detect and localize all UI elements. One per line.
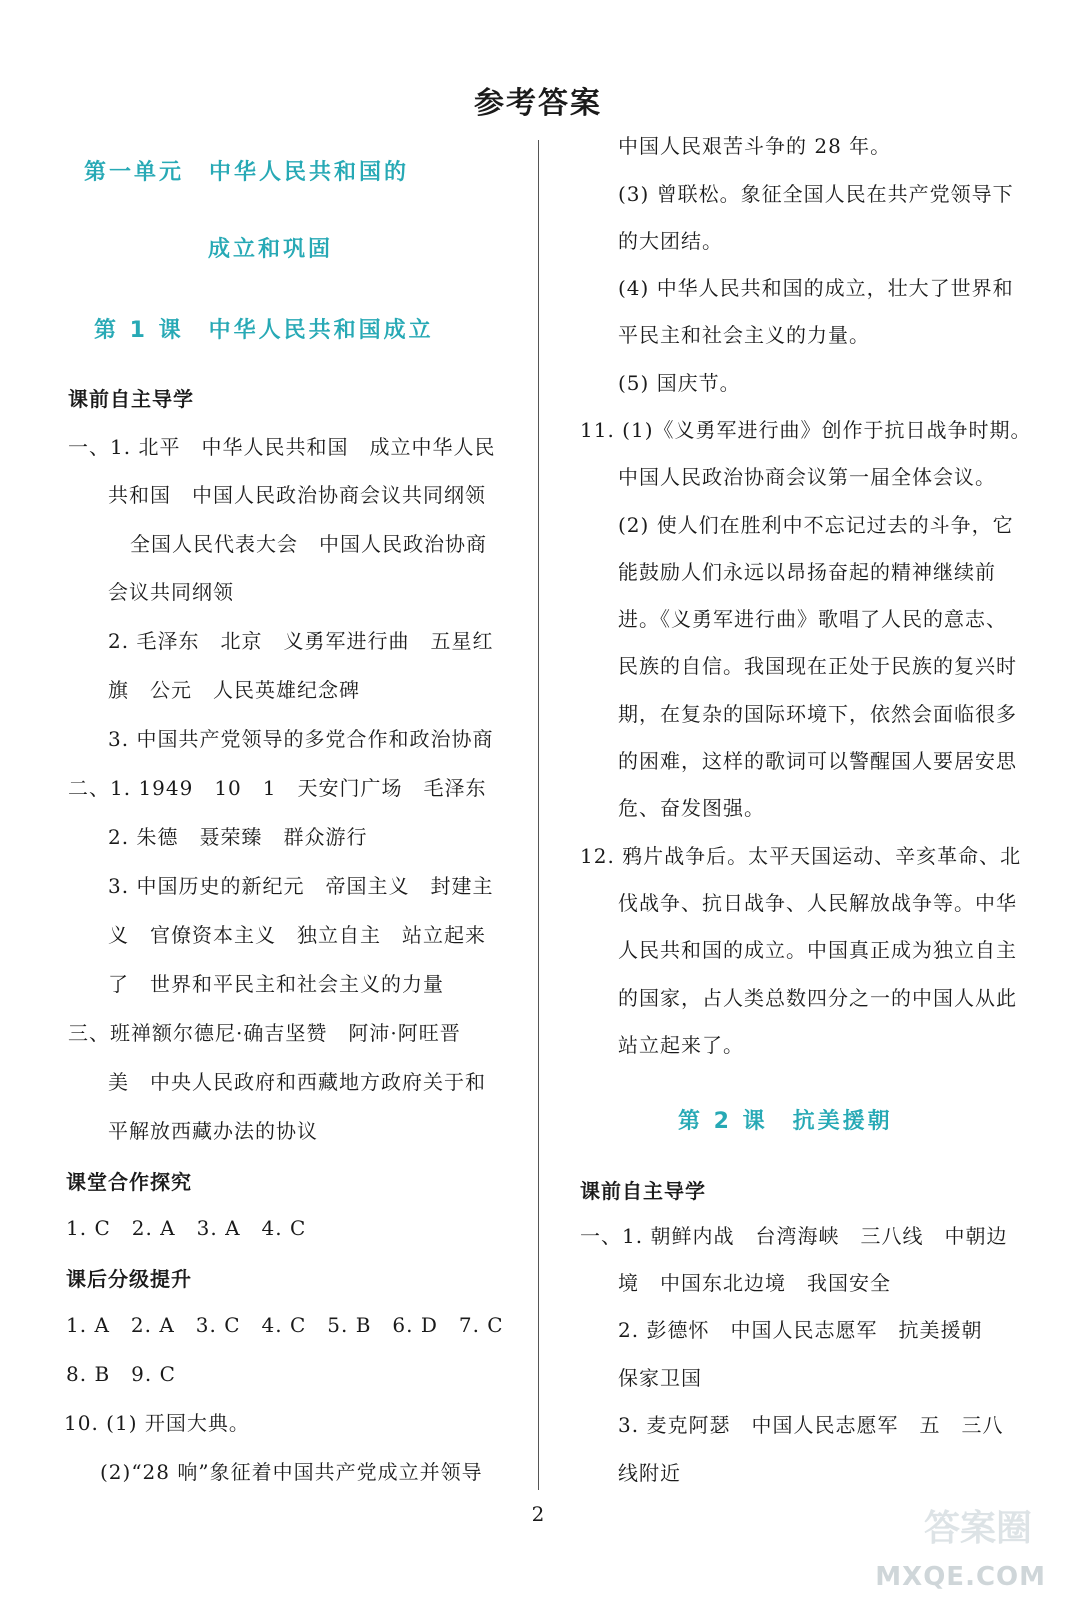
answer-line: 一、1. 朝鲜内战 台湾海峡 三八线 中朝边 bbox=[580, 1224, 1008, 1248]
column-divider bbox=[538, 140, 539, 1490]
answer-line: 1. C 2. A 3. A 4. C bbox=[66, 1216, 307, 1240]
lesson-2-title: 第 2 课 抗美援朝 bbox=[678, 1109, 893, 1134]
watermark-site: MXQE.COM bbox=[875, 1562, 1046, 1592]
answer-line: 义 官僚资本主义 独立自主 站立起来 bbox=[108, 923, 486, 947]
watermark-logo: 答案圈 bbox=[923, 1508, 1032, 1549]
answer-line: 共和国 中国人民政治协商会议共同纲领 bbox=[108, 483, 486, 507]
answer-line: 11. (1)《义勇军进行曲》创作于抗日战争时期。 bbox=[580, 418, 1032, 442]
watermark bbox=[862, 1500, 1052, 1592]
answer-line: 3. 中国历史的新纪元 帝国主义 封建主 bbox=[108, 874, 494, 898]
answer-line: 一、1. 北平 中华人民共和国 成立中华人民 bbox=[68, 435, 496, 459]
answer-line: 中国人民政治协商会议第一届全体会议。 bbox=[618, 465, 996, 489]
page-title: 参考答案 bbox=[474, 86, 602, 121]
answer-line: 1. A 2. A 3. C 4. C 5. B 6. D 7. C bbox=[66, 1313, 504, 1337]
answer-line: 8. B 9. C bbox=[66, 1362, 176, 1386]
answer-line: 旗 公元 人民英雄纪念碑 bbox=[108, 678, 360, 702]
answer-line: 2. 彭德怀 中国人民志愿军 抗美援朝 bbox=[618, 1318, 983, 1342]
section-heading: 课前自主导学 bbox=[68, 387, 194, 411]
answer-line: 站立起来了。 bbox=[618, 1033, 744, 1057]
answer-line: 12. 鸦片战争后。太平天国运动、辛亥革命、北 bbox=[580, 844, 1022, 868]
answer-line: 伐战争、抗日战争、人民解放战争等。中华 bbox=[618, 891, 1017, 915]
answer-line: 期，在复杂的国际环境下，依然会面临很多 bbox=[618, 702, 1017, 726]
answer-line: 平民主和社会主义的力量。 bbox=[618, 323, 870, 347]
answer-line: 能鼓励人们永远以昂扬奋起的精神继续前 bbox=[618, 560, 996, 584]
answer-line: 会议共同纲领 bbox=[108, 580, 234, 604]
answer-line: 全国人民代表大会 中国人民政治协商 bbox=[130, 532, 487, 556]
answer-line: 保家卫国 bbox=[618, 1366, 702, 1390]
unit-title-line-1: 第一单元 中华人民共和国的 bbox=[84, 160, 410, 185]
section-heading: 课堂合作探究 bbox=[66, 1170, 192, 1194]
answer-line: 3. 麦克阿瑟 中国人民志愿军 五 三八 bbox=[618, 1413, 1004, 1437]
answer-line: (3) 曾联松。象征全国人民在共产党领导下 bbox=[618, 182, 1014, 206]
answer-line: 危、奋发图强。 bbox=[618, 796, 765, 820]
answer-line: 人民共和国的成立。中国真正成为独立自主 bbox=[618, 938, 1017, 962]
answer-line: 中国人民艰苦斗争的 28 年。 bbox=[618, 134, 892, 158]
answer-line: 的大团结。 bbox=[618, 229, 723, 253]
answer-line: 的困难，这样的歌词可以警醒国人要居安思 bbox=[618, 749, 1017, 773]
answer-line: 线附近 bbox=[618, 1461, 681, 1485]
answer-line: 境 中国东北边境 我国安全 bbox=[618, 1271, 891, 1295]
answer-line: 3. 中国共产党领导的多党合作和政治协商 bbox=[108, 727, 494, 751]
answer-line: (2)“28 响”象征着中国共产党成立并领导 bbox=[100, 1460, 483, 1484]
unit-title-line-2: 成立和巩固 bbox=[208, 237, 334, 262]
answer-line: (4) 中华人民共和国的成立，壮大了世界和 bbox=[618, 276, 1014, 300]
answer-line: 10. (1) 开国大典。 bbox=[64, 1411, 250, 1435]
answer-line: 2. 朱德 聂荣臻 群众游行 bbox=[108, 825, 368, 849]
answer-line: 三、班禅额尔德尼·确吉坚赞 阿沛·阿旺晋 bbox=[68, 1021, 461, 1045]
answer-line: 的国家，占人类总数四分之一的中国人从此 bbox=[618, 986, 1017, 1010]
answer-line: 进。《义勇军进行曲》歌唱了人民的意志、 bbox=[618, 607, 1007, 631]
lesson-1-title: 第 1 课 中华人民共和国成立 bbox=[94, 318, 434, 343]
answer-line: (5) 国庆节。 bbox=[618, 371, 741, 395]
answer-line: 2. 毛泽东 北京 义勇军进行曲 五星红 bbox=[108, 629, 494, 653]
answer-line: 了 世界和平民主和社会主义的力量 bbox=[108, 972, 444, 996]
answer-line: (2) 使人们在胜利中不忘记过去的斗争，它 bbox=[618, 513, 1014, 537]
section-heading: 课前自主导学 bbox=[580, 1179, 706, 1203]
answer-line: 美 中央人民政府和西藏地方政府关于和 bbox=[108, 1070, 486, 1094]
answer-line: 平解放西藏办法的协议 bbox=[108, 1119, 318, 1143]
answer-line: 二、1. 1949 10 1 天安门广场 毛泽东 bbox=[68, 776, 487, 800]
answer-line: 民族的自信。我国现在正处于民族的复兴时 bbox=[618, 654, 1017, 678]
section-heading: 课后分级提升 bbox=[66, 1267, 192, 1291]
page-number: 2 bbox=[531, 1502, 545, 1526]
